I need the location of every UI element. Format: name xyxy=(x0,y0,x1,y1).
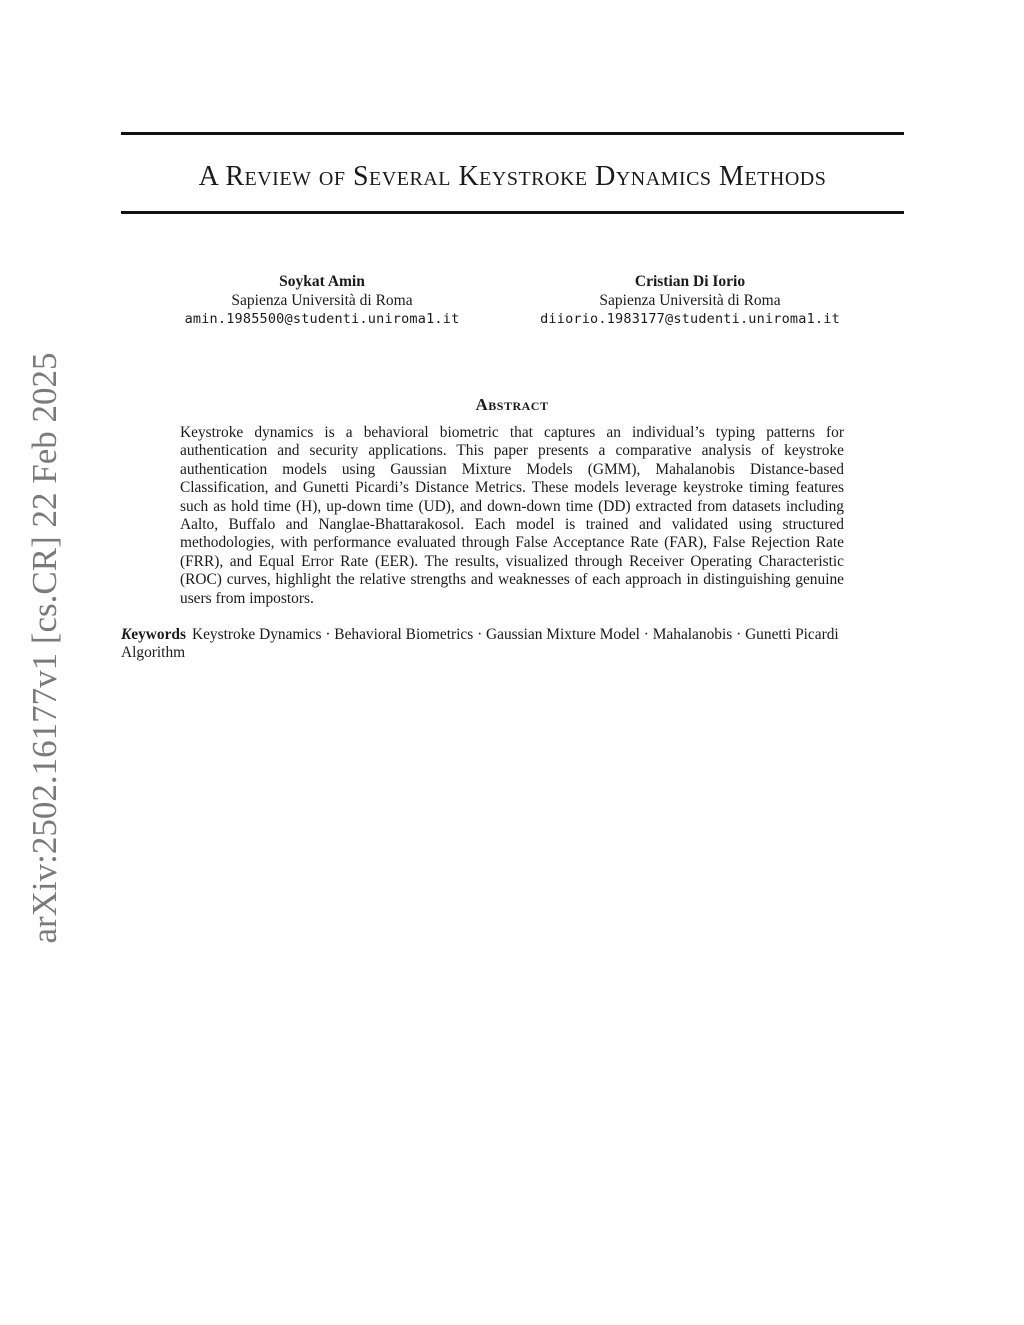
abstract-body: Keystroke dynamics is a behavioral biometric that captures an individual’s typing patterns for authentication and security applications. This paper presents a comparative analysis of keystroke authentication models using Gaussian Mixture Models (GMM), Mahalanobis Distance-based Classification, and Gunetti Picardi’s Distance Metrics. These models leverage keystroke timing features such as hold time (H), up-down time (UD), and down-down time (DD) extracted from datasets including Aalto, Buffalo and Nanglae-Bhattarakosol. Each model is trained and validated using structured methodologies, with performance evaluated through False Acceptance Rate (FAR), False Rejection Rate (FRR), and Equal Error Rate (EER). The results, visualized through Receiver Operating Characteristic (ROC) curves, highlight the relative strengths and weaknesses of each approach in distinguishing genuine users from impostors. xyxy=(180,424,844,607)
author-email: amin.1985500@studenti.uniroma1.it xyxy=(184,311,460,327)
author-name: Soykat Amin xyxy=(279,273,365,290)
author-affiliation: Sapienza Università di Roma xyxy=(599,292,781,309)
author-block-2 xyxy=(525,272,855,329)
author-name: Cristian Di Iorio xyxy=(634,273,746,290)
keywords-label-rest: eywords xyxy=(131,626,186,643)
author-affiliation: Sapienza Università di Roma xyxy=(231,292,413,309)
paper-title: A Review of Several Keystroke Dynamics Methods xyxy=(198,161,827,192)
keywords-section xyxy=(121,626,904,663)
keywords-label xyxy=(121,626,186,643)
abstract-heading: Abstract xyxy=(475,395,549,414)
arxiv-side-stamp: arXiv:2502.16177v1 [cs.CR] 22 Feb 2025 xyxy=(25,352,64,944)
title-bottom-rule xyxy=(121,211,904,214)
title-top-rule xyxy=(121,132,904,135)
keywords-label-initial: K xyxy=(121,626,132,643)
author-block-1 xyxy=(170,272,474,329)
keywords-list: Keystroke Dynamics · Behavioral Biometrics · Gaussian Mixture Model · Mahalanobis · Gunetti Picardi Algorithm xyxy=(121,626,839,662)
author-email: diiorio.1983177@studenti.uniroma1.it xyxy=(540,311,840,327)
